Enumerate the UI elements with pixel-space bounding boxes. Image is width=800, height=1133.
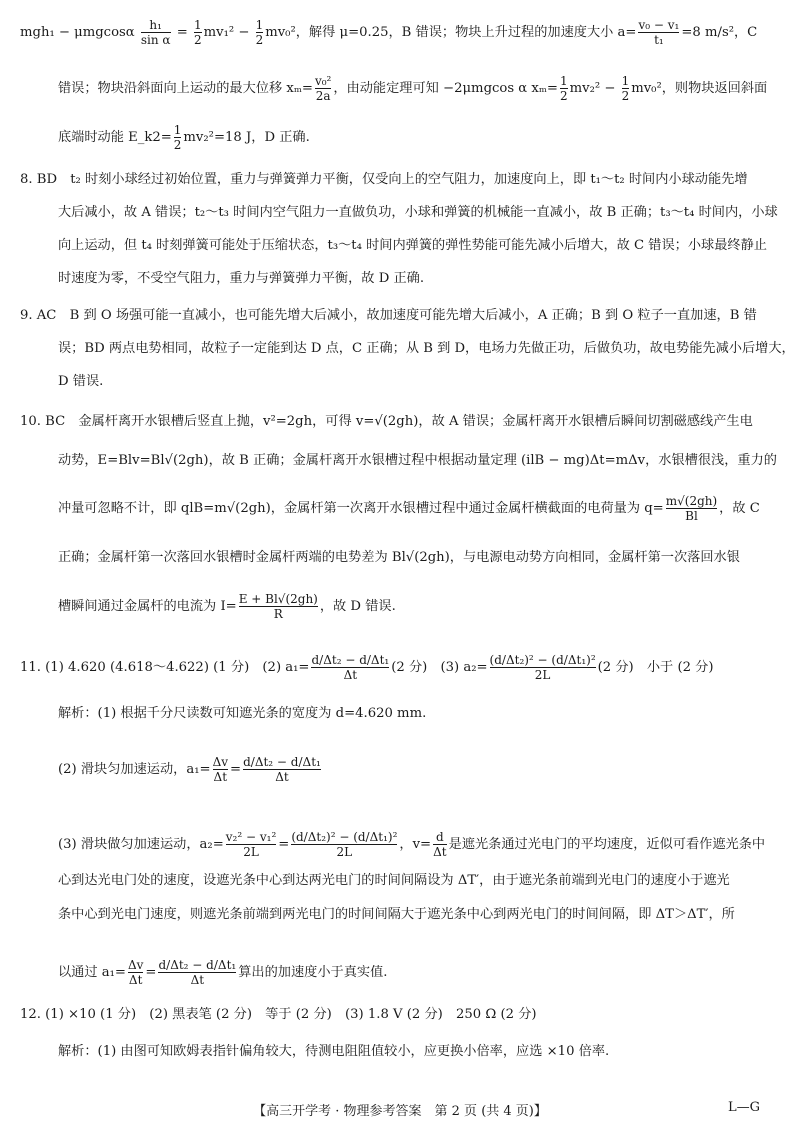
text-segment: 10. BC 金属杆离开水银槽后竖直上抛，v²=2gh，可得 v=√(2gh)，故 A 错误；金属杆离开水银槽后瞬间切割磁感线产生电 [20, 414, 753, 429]
denominator: 2L [226, 844, 276, 859]
fraction [256, 18, 264, 47]
text-segment: 解析：(1) 由图可知欧姆表指针偏角较大，待测电阻阻值较小，应更换小倍率，应选 ×10 倍率. [58, 1044, 610, 1059]
numerator: Δv [212, 755, 229, 769]
text-segment: mv₀²，解得 μ=0.25，B 错误；物块上升过程的加速度大小 a= [265, 25, 637, 40]
numerator: m√(2gh) [665, 494, 718, 508]
text-segment: mv₁² − [203, 25, 254, 40]
text-segment: ，由动能定理可知 −2μmgcos α xₘ= [333, 81, 558, 96]
denominator: Bl [666, 508, 717, 523]
text-line [0, 1005, 800, 1025]
text-line [0, 372, 800, 392]
fraction [638, 18, 679, 47]
text-line [0, 306, 800, 326]
text-segment: (3) 滑块做匀加速运动，a₂= [58, 837, 224, 852]
text-segment: mv₀²，则物块返回斜面 [631, 81, 768, 96]
text-line [0, 592, 800, 621]
text-line [0, 755, 800, 784]
denominator: 2L [291, 844, 397, 859]
text-line [0, 905, 800, 925]
fraction [194, 18, 202, 47]
text-line [0, 339, 800, 359]
denominator: Δt [213, 770, 228, 784]
denominator: t₁ [638, 32, 679, 47]
fraction [291, 830, 397, 859]
denominator: 2 [559, 89, 568, 103]
numerator: h₁ [149, 18, 162, 32]
text-line [0, 451, 800, 471]
denominator: Δt [311, 667, 389, 682]
text-segment: D 错误. [58, 374, 104, 389]
fraction [158, 958, 236, 987]
fraction [128, 958, 143, 987]
text-segment: = [172, 25, 192, 40]
text-line [0, 871, 800, 891]
text-segment: =8 m/s²，C [681, 25, 758, 40]
numerator: d/Δt₂ − d/Δt₁ [311, 653, 390, 667]
text-line [0, 704, 800, 724]
fraction [226, 830, 276, 859]
text-segment: 底端时动能 E_k2= [58, 130, 172, 145]
fraction [666, 494, 717, 523]
text-segment: = [145, 965, 157, 980]
text-line [0, 412, 800, 432]
numerator: (d/Δt₂)² − (d/Δt₁)² [489, 653, 596, 667]
text-segment: ，故 C [719, 501, 760, 516]
numerator: v₀ − v₁ [638, 18, 680, 32]
text-segment: 动势，E=Blv=Bl√(2gh)，故 B 正确；金属杆离开水银槽过程中根据动量定理 (ilB − mg)Δt=mΔv，水银槽很浅，重力的 [58, 453, 777, 468]
text-segment: mv₂²=18 J，D 正确. [183, 130, 310, 145]
text-segment: 大后减小，故 A 错误；t₂～t₃ 时间内空气阻力一直做负功，小球和弹簧的机械能一直减小，故 B 正确；t₃～t₄ 时间内，小球 [58, 205, 778, 220]
numerator: 1 [255, 18, 264, 32]
fraction [311, 653, 389, 682]
text-segment: 解析：(1) 根据千分尺读数可知遮光条的宽度为 d=4.620 mm. [58, 706, 427, 721]
fraction [239, 592, 318, 621]
text-segment: ，v= [399, 837, 432, 852]
text-segment: 8. BD t₂ 时刻小球经过初始位置，重力与弹簧弹力平衡，仅受向上的空气阻力，加速度向上，即 t₁～t₂ 时间内小球动能先增 [20, 172, 748, 187]
text-line [0, 203, 800, 223]
text-segment: (2 分) 小于 (2 分) [597, 660, 714, 675]
numerator: 1 [559, 74, 568, 88]
page-footer: 【高三开学考 · 物理参考答案 第 2 页 (共 4 页)】 [253, 1104, 547, 1119]
fraction [315, 74, 331, 103]
text-segment: 心到达光电门处的速度，设遮光条中心到达两光电门的时间间隔设为 ΔT′，由于遮光条前端到光电门的速度小于遮光 [58, 873, 730, 888]
fraction [490, 653, 596, 682]
text-segment: (2 分) (3) a₂= [391, 660, 488, 675]
text-line [0, 548, 800, 568]
numerator: 1 [193, 18, 202, 32]
denominator: 2L [490, 667, 596, 682]
text-line [0, 236, 800, 256]
denominator: Δt [433, 845, 447, 859]
text-segment: mgh₁ − μmgcosα [20, 25, 139, 40]
text-segment: 槽瞬间通过金属杆的电流为 I= [58, 599, 237, 614]
text-segment: ，故 D 错误. [319, 599, 396, 614]
numerator: d/Δt₂ − d/Δt₁ [158, 958, 237, 972]
text-segment: 正确；金属杆第一次落回水银槽时金属杆两端的电势差为 Bl√(2gh)，与电源电动势方向相同，金属杆第一次落回水银 [58, 550, 740, 565]
text-line [0, 269, 800, 289]
numerator: v₀² [314, 74, 332, 88]
numerator: d [435, 830, 444, 844]
fraction [213, 755, 228, 784]
denominator: Δt [128, 973, 143, 987]
text-segment: 条中心到光电门速度，则遮光条前端到两光电门的时间间隔大于遮光条中心到两光电门的时间间隔，即 ΔT＞ΔT′，所 [58, 907, 735, 922]
numerator: Δv [127, 958, 144, 972]
fraction [622, 74, 630, 103]
denominator: R [239, 606, 318, 621]
text-segment: 算出的加速度小于真实值. [238, 965, 388, 980]
text-segment: = [278, 837, 290, 852]
denominator: Δt [158, 972, 236, 987]
numerator: 1 [173, 123, 182, 137]
fraction [174, 123, 182, 152]
denominator: 2 [173, 138, 182, 152]
text-line [0, 1042, 800, 1062]
text-segment: 时速度为零，不受空气阻力，重力与弹簧弹力平衡，故 D 正确. [58, 271, 425, 286]
text-segment: = [230, 762, 242, 777]
text-segment: mv₂² − [569, 81, 620, 96]
text-segment: 误；BD 两点电势相同，故粒子一定能到达 D 点，C 正确；从 B 到 D，电场力先做正功，后做负功，故电势能先减小后增大， [58, 341, 795, 356]
denominator: 2 [255, 33, 264, 47]
fraction [243, 755, 321, 784]
text-segment: (2) 滑块匀加速运动，a₁= [58, 762, 211, 777]
text-line [0, 958, 800, 987]
text-segment: 以通过 a₁= [58, 965, 126, 980]
text-line [0, 74, 800, 103]
fraction [560, 74, 568, 103]
text-segment: 11. (1) 4.620 (4.618～4.622) (1 分) (2) a₁= [20, 660, 310, 675]
denominator: 2 [193, 33, 202, 47]
fraction [141, 18, 171, 47]
numerator: 1 [621, 74, 630, 88]
paper-code: L—G [727, 1100, 760, 1115]
text-segment: 12. (1) ×10 (1 分) (2) 黑表笔 (2 分) 等于 (2 分) (3) 1.8 V (2 分) 250 Ω (2 分) [20, 1007, 537, 1022]
text-segment: 冲量可忽略不计，即 qlB=m√(2gh)，金属杆第一次离开水银槽过程中通过金属杆横截面的电荷量为 q= [58, 501, 664, 516]
denominator: sin α [140, 33, 171, 47]
numerator: (d/Δt₂)² − (d/Δt₁)² [291, 830, 398, 844]
text-segment: 错误；物块沿斜面向上运动的最大位移 xₘ= [58, 81, 313, 96]
text-line [0, 653, 800, 682]
text-line [0, 170, 800, 190]
denominator: Δt [243, 769, 321, 784]
denominator: 2 [621, 89, 630, 103]
numerator: v₂² − v₁² [225, 830, 277, 844]
text-line [0, 123, 800, 152]
fraction [433, 830, 447, 859]
text-segment: 向上运动，但 t₄ 时刻弹簧可能处于压缩状态，t₃～t₄ 时间内弹簧的弹性势能可能先减小后增大，故 C 错误；小球最终静止 [58, 238, 767, 253]
text-line [0, 494, 800, 523]
text-line [0, 830, 800, 859]
text-segment: 9. AC B 到 O 场强可能一直减小，也可能先增大后减小，故加速度可能先增大后减小，A 正确；B 到 O 粒子一直加速，B 错 [20, 308, 757, 323]
numerator: d/Δt₂ − d/Δt₁ [243, 755, 321, 769]
numerator: E + Bl√(2gh) [238, 592, 318, 606]
denominator: 2a [315, 89, 331, 103]
text-line [0, 18, 800, 47]
text-segment: 是遮光条通过光电门的平均速度，近似可看作遮光条中 [448, 837, 766, 852]
